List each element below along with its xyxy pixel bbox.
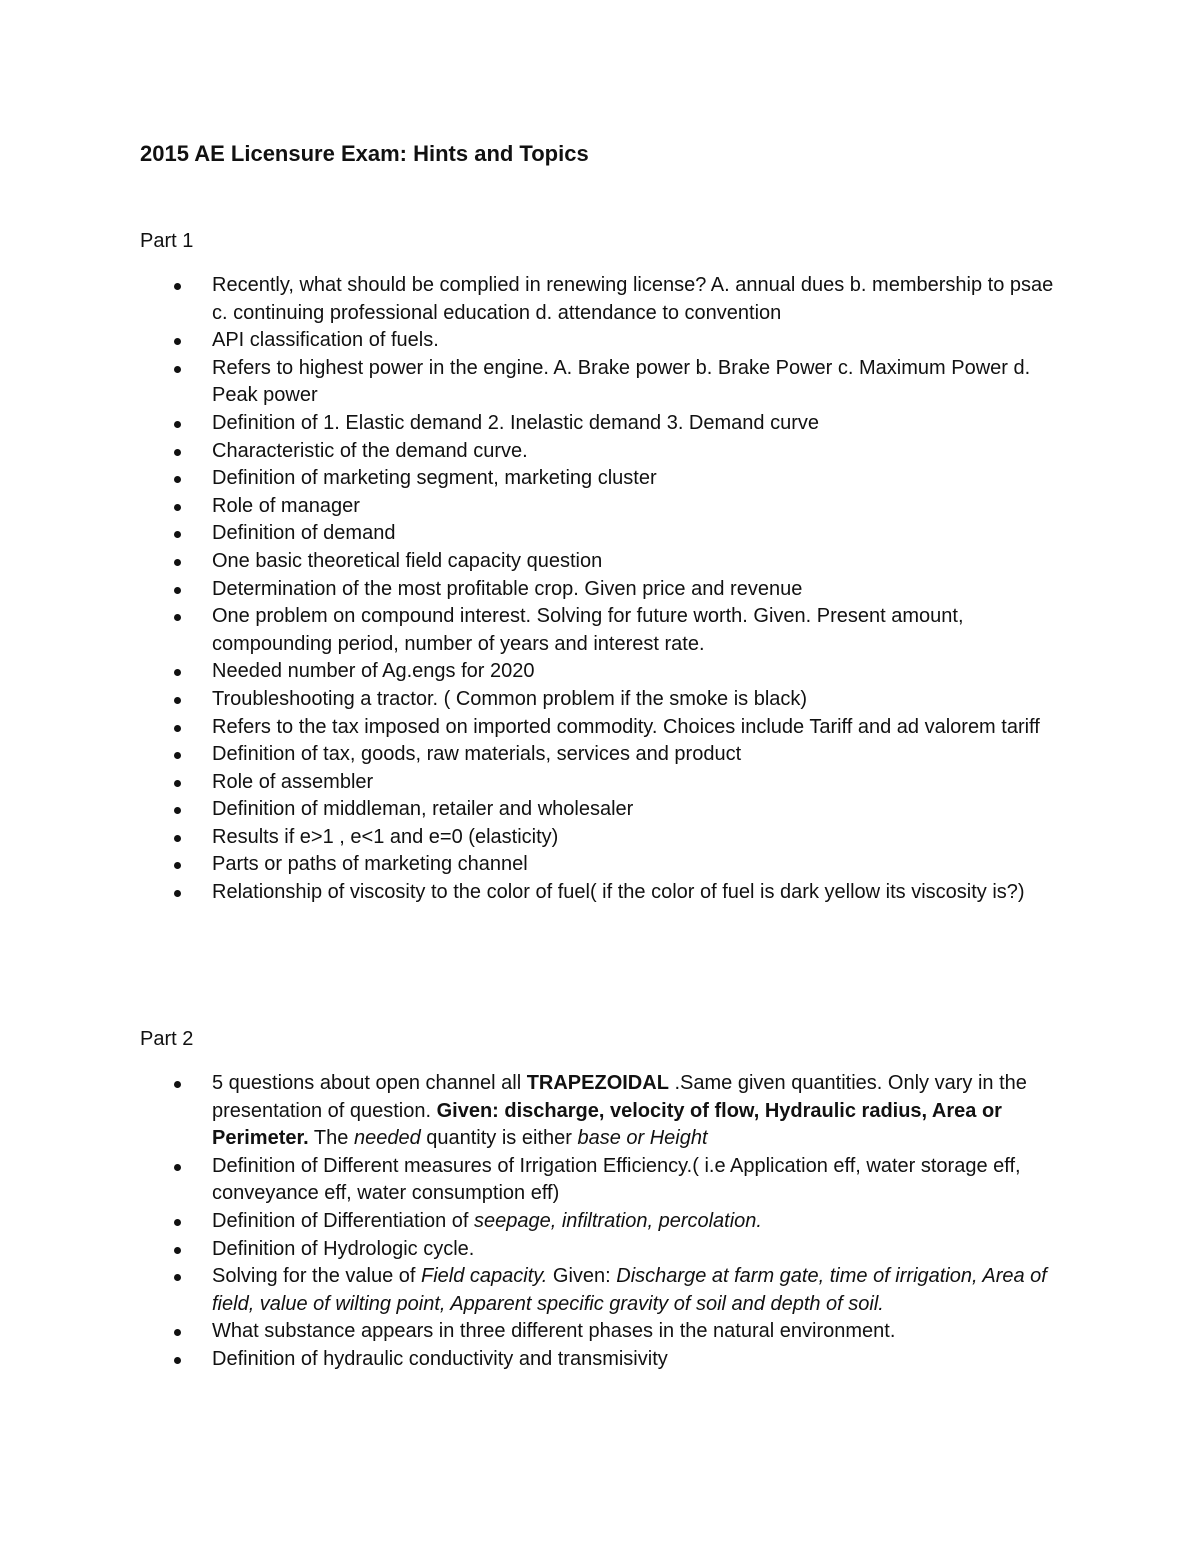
list-item [140,410,1060,438]
bullet-icon [174,862,181,869]
list-item-text: Definition of Different measures of Irrigation Efficiency.( i.e Application eff, water storage eff, conveyance eff, water consumption eff) [212,1154,1021,1205]
part1-heading: Part 1 [140,230,194,252]
list-item [140,1153,1060,1208]
list-item [140,1318,1060,1346]
list-item-text: Results if e>1 , e<1 and e=0 (elasticity) [212,825,559,848]
bullet-icon [174,1219,181,1226]
bullet-icon [174,559,181,566]
list-item-text: Definition of hydraulic conductivity and transmisivity [212,1347,668,1370]
bullet-icon [174,725,181,732]
text-run-italic: Field capacity. [421,1265,548,1288]
bullet-icon [174,1247,181,1254]
text-run: 5 questions about open channel all [212,1072,527,1094]
list-item-text: Role of manager [212,494,360,517]
bullet-icon [174,504,181,511]
text-run: .Same given quantities. Only vary in the presentation of question. [212,1072,1027,1122]
bullet-icon [174,780,181,787]
list-item [140,1346,1060,1374]
bullet-icon [174,614,181,621]
list-item-text: One problem on compound interest. Solving for future worth. Given. Present amount, compounding period, number of years and interest rate. [212,605,964,655]
text-run-bold: TRAPEZOIDAL [526,1072,669,1094]
list-item [140,438,1060,466]
bullet-icon [174,697,181,704]
list-item [140,548,1060,576]
list-item [140,658,1060,686]
list-item-text: Definition of demand [212,522,396,545]
list-item-text: Definition of middleman, retailer and wholesaler [212,798,634,821]
list-item [140,465,1060,493]
list-item [140,576,1060,604]
text-run-bold: Given: discharge, velocity of flow, Hydraulic radius, Area or Perimeter. [212,1099,1002,1150]
list-item-text: What substance appears in three different phases in the natural environment. [212,1320,896,1343]
bullet-icon [174,1274,181,1281]
list-item-text: Troubleshooting a tractor. ( Common problem if the smoke is black) [212,687,808,710]
bullet-icon [174,449,181,456]
list-item-text: Definition of tax, goods, raw materials, services and product [212,743,742,766]
list-item [140,327,1060,355]
bullet-icon [174,890,181,897]
list-item-text: One basic theoretical field capacity question [212,549,603,572]
bullet-icon [174,421,181,428]
text-run-italic: base or Height [577,1127,708,1150]
list-item-text: API classification of fuels. [212,329,439,352]
text-run: Definition of Differentiation of [212,1209,475,1232]
bullet-icon [174,669,181,676]
list-item-text [212,1072,1027,1149]
list-item [140,1070,1060,1153]
list-item [140,769,1060,797]
list-item [140,603,1060,658]
text-run-italic: seepage, infiltration, percolation. [474,1209,762,1232]
list-item-text: Refers to the tax imposed on imported commodity. Choices include Tariff and ad valorem tariff [212,715,1040,738]
bullet-icon [174,338,181,345]
list-item-text: Role of assembler [212,770,374,793]
list-item-text: Refers to highest power in the engine. A. Brake power b. Brake Power c. Maximum Power d. Peak power [212,356,1031,407]
list-item-text: Definition of Hydrologic cycle. [212,1237,475,1260]
bullet-icon [174,476,181,483]
list-item [140,851,1060,879]
list-item-text: Definition of marketing segment, marketing cluster [212,467,657,490]
list-item [140,741,1060,769]
list-item [140,1236,1060,1264]
bullet-icon [174,283,181,290]
list-item [140,355,1060,410]
list-item-text: Relationship of viscosity to the color of fuel( if the color of fuel is dark yellow its viscosity is?) [212,881,1025,904]
text-run: The [308,1127,354,1150]
list-item [140,520,1060,548]
bullet-icon [174,1329,181,1336]
text-run: Given: [547,1265,617,1288]
part2-heading: Part 2 [140,1028,194,1050]
text-run: Solving for the value of [212,1265,422,1288]
bullet-icon [174,1081,181,1088]
bullet-icon [174,835,181,842]
list-item-text: Needed number of Ag.engs for 2020 [212,660,535,683]
text-run: quantity is either [420,1127,578,1150]
list-item-text [212,1265,1047,1315]
list-item [140,714,1060,742]
document-title: 2015 AE Licensure Exam: Hints and Topics [140,141,589,166]
list-item-text: Definition of 1. Elastic demand 2. Inelastic demand 3. Demand curve [212,411,819,434]
list-item-text: Characteristic of the demand curve. [212,439,528,462]
list-item-text [212,1210,762,1232]
list-item [140,879,1060,907]
bullet-icon [174,752,181,759]
list-item [140,493,1060,521]
list-item-text: Determination of the most profitable crop. Given price and revenue [212,577,803,600]
list-item [140,272,1060,327]
text-run-italic: needed [353,1127,421,1150]
part2-list [140,1070,1060,1374]
list-item [140,1263,1060,1318]
part1-list [140,272,1060,907]
bullet-icon [174,1357,181,1364]
bullet-icon [174,807,181,814]
list-item [140,796,1060,824]
bullet-icon [174,531,181,538]
text-run-italic: Discharge at farm gate, time of irrigation, Area of field, value of wilting point, Apparent specific gravity of soil and depth of soil. [212,1265,1047,1315]
bullet-icon [174,1164,181,1171]
bullet-icon [174,366,181,373]
list-item [140,824,1060,852]
bullet-icon [174,587,181,594]
list-item-text: Recently, what should be complied in renewing license? A. annual dues b. membership to psae c. continuing professional education d. attendance to convention [212,274,1054,324]
list-item [140,686,1060,714]
list-item [140,1208,1060,1236]
list-item-text: Parts or paths of marketing channel [212,853,528,876]
